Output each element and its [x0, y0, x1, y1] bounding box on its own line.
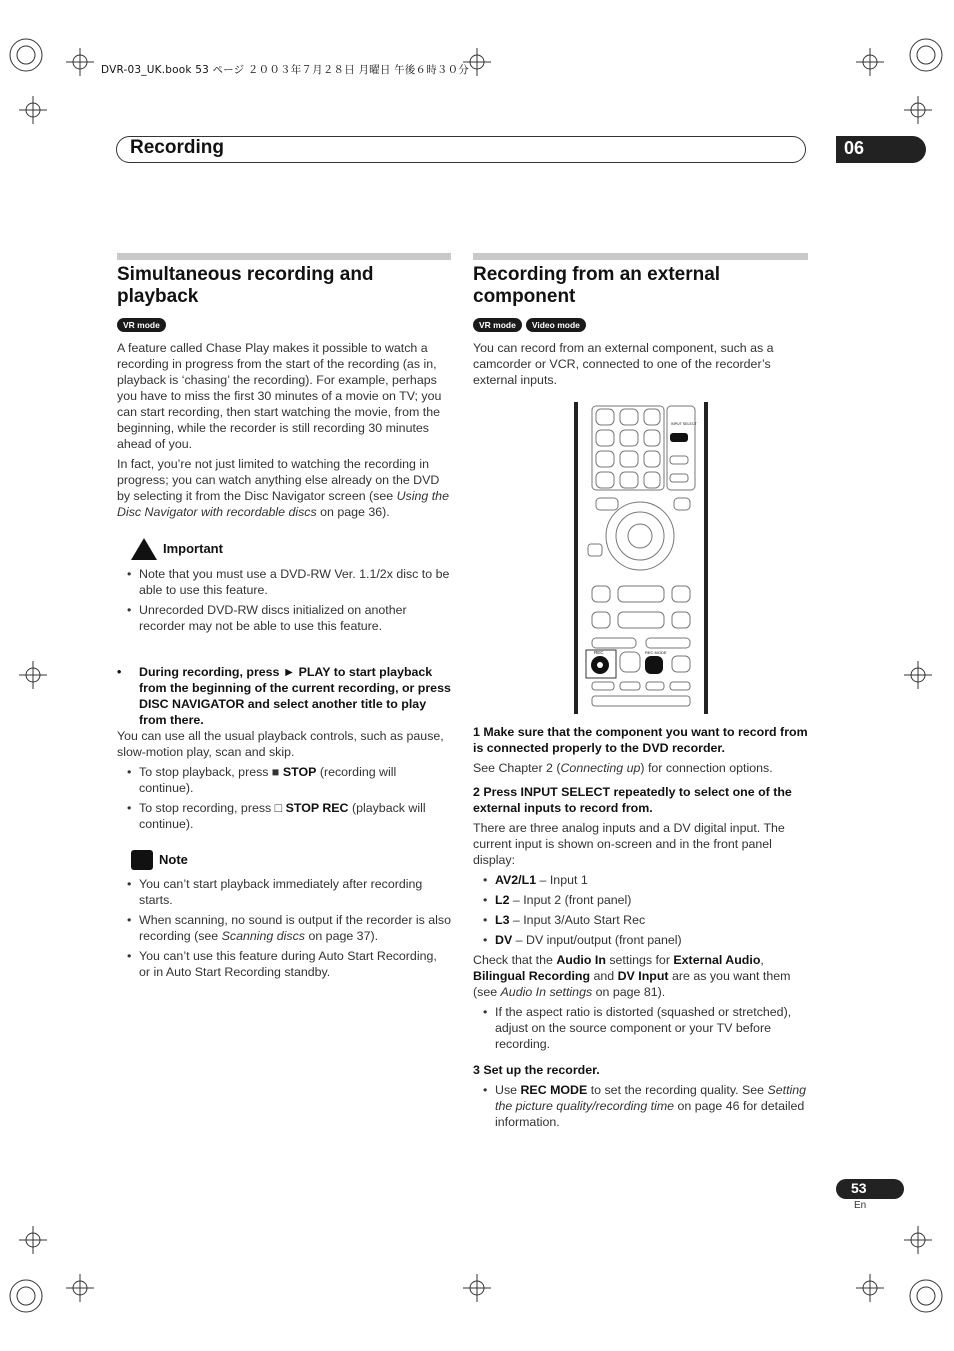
step-2-heading: 2 Press INPUT SELECT repeatedly to select one of the external inputs to record from. [473, 785, 792, 815]
step-3-heading: 3 Set up the recorder. [473, 1063, 600, 1077]
input-item: • DV – DV input/output (front panel) [473, 932, 808, 948]
print-header: DVR-03_UK.book 53 ページ ２００３年７月２８日 月曜日 午後６時３０分 [101, 64, 469, 76]
vr-mode-badge: VR mode [473, 318, 522, 332]
input-item: • L3 – Input 3/Auto Start Rec [473, 912, 808, 928]
input-select-label: INPUT SELECT [671, 422, 697, 426]
external-intro: You can record from an external component, such as a camcorder or VCR, connected to one of the recorder’s external inputs. [473, 341, 774, 387]
page-language: En [854, 1200, 867, 1211]
important-item: • Note that you must use a DVD-RW Ver. 1.1/2x disc to be able to use this feature. [117, 566, 451, 598]
left-column [117, 264, 451, 984]
left-section-rule [117, 253, 451, 260]
chase-play-step-text: You can use all the usual playback controls, such as pause, slow-motion play, scan and skip. [117, 729, 444, 759]
warning-icon [131, 538, 157, 560]
stop-playback-item: • To stop playback, press ■ STOP (recording will continue). [117, 764, 451, 796]
important-item: • Unrecorded DVD-RW discs initialized on another recorder may not be able to use this feature. [117, 602, 451, 634]
vr-mode-badge: VR mode [117, 318, 166, 332]
note-heading: Note [131, 850, 451, 870]
input-item: • AV2/L1 – Input 1 [473, 872, 808, 888]
disc-navigator-para: In fact, you’re not just limited to watching the recording in progress; you can watch anything else already on the DVD by selecting it from the Disc Navigator screen (see Using the Disc Navigator with recordable discs on page 36). [117, 457, 449, 519]
page-number-pill [836, 1179, 904, 1199]
right-heading: Recording from an external component [473, 264, 721, 307]
stop-recording-item: • To stop recording, press □ STOP REC (playback will continue). [117, 800, 451, 832]
note-item: • When scanning, no sound is output if the recorder is also recording (see Scanning discs on page 37). [117, 912, 451, 944]
step-1-heading: 1 Make sure that the component you want to record from is connected properly to the DVD recorder. [473, 725, 808, 755]
remote-control-illustration [574, 400, 708, 714]
left-heading: Simultaneous recording and playback [117, 264, 374, 307]
chapter-number: 06 [844, 138, 865, 158]
chase-play-para: A feature called Chase Play makes it possible to watch a recording in progress from the start of the recording (as in, playback is ‘chasing’ the recording). For example, perhaps you have to miss the first 30 minutes of a movie on TV; you can start recording, then start watching the movie, from the beginning, while the recorder is still recording 30 minutes ahead of you. [117, 341, 442, 451]
right-section-rule [473, 253, 808, 260]
step-2-text: There are three analog inputs and a DV digital input. The current input is shown on-screen and in the front panel display: [473, 821, 785, 867]
pencil-note-icon [131, 850, 153, 870]
chase-play-step: • During recording, press ► PLAY to start playback from the beginning of the current recording, or press DISC NAVIGATOR and select another title to play from there. [117, 665, 451, 727]
rec-mode-label: REC MODE [645, 650, 667, 655]
note-item: • You can’t start playback immediately after recording starts. [117, 876, 451, 908]
right-column [473, 264, 808, 392]
right-steps [473, 724, 808, 1134]
input-item: • L2 – Input 2 (front panel) [473, 892, 808, 908]
aspect-note: • If the aspect ratio is distorted (squashed or stretched), adjust on the source component or your TV before recording. [473, 1004, 808, 1052]
rec-label: REC [594, 650, 604, 655]
note-item: • You can’t use this feature during Auto Start Recording, or in Auto Start Recording standby. [117, 948, 451, 980]
important-heading: Important [131, 538, 451, 560]
page-number: 53 [851, 1180, 867, 1196]
rec-mode-item: • Use REC MODE to set the recording quality. See Setting the picture quality/recording time on page 46 for detailed information. [473, 1082, 808, 1130]
audio-in-check: Check that the Audio In settings for External Audio, Bilingual Recording and DV Input are as you want them (see Audio In settings on page 81). [473, 953, 791, 999]
section-title: Recording [130, 137, 224, 158]
step-1-text: See Chapter 2 (Connecting up) for connection options. [473, 761, 773, 775]
video-mode-badge: Video mode [526, 318, 586, 332]
